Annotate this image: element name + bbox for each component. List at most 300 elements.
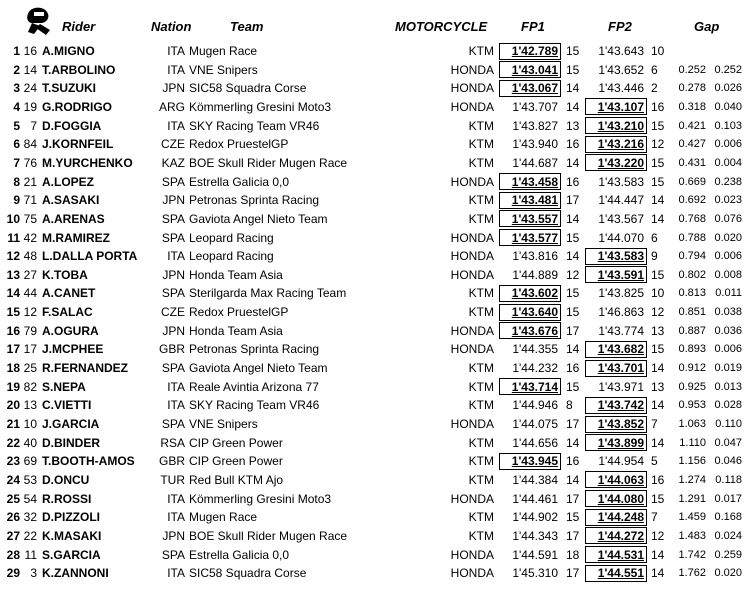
fp2-time: 1'43.643 [598, 44, 644, 58]
rider-position: 15 [6, 305, 20, 320]
rider-name: M.YURCHENKO [42, 155, 133, 170]
gap-to-first: 0.278 [678, 82, 706, 95]
rider-name: K.MASAKI [42, 528, 102, 543]
rider-name: D.BINDER [42, 435, 101, 450]
rider-nation: ITA [167, 62, 185, 77]
fp2-time: 1'44.070 [598, 230, 644, 245]
fp1-time: 1'43.827 [512, 118, 558, 133]
rider-motorcycle: KTM [468, 211, 494, 226]
rider-team: Mugen Race [189, 44, 258, 58]
rider-team: Leopard Racing [189, 230, 274, 245]
rider-motorcycle: HONDA [450, 491, 494, 506]
fp1-time: 1'44.687 [512, 155, 558, 170]
fp1-time: 1'43.557 [511, 211, 558, 226]
fp2-laps: 16 [651, 99, 665, 114]
rider-name: K.ZANNONI [42, 566, 109, 581]
fp2-time: 1'44.551 [597, 566, 644, 581]
gap-to-first: 0.953 [678, 399, 706, 412]
rider-motorcycle: KTM [468, 510, 494, 525]
gap-to-previous: 0.023 [714, 194, 742, 207]
rider-nation: ITA [167, 566, 185, 581]
fp2-laps: 14 [651, 361, 665, 376]
rider-team: Honda Team Asia [189, 323, 283, 338]
rider-name: J.MCPHEE [42, 342, 104, 357]
rider-team: SIC58 Squadra Corse [189, 566, 307, 581]
fp2-laps: 15 [651, 174, 665, 189]
fp2-time: 1'44.248 [597, 510, 644, 525]
rider-motorcycle: HONDA [450, 267, 494, 282]
rider-team: VNE Snipers [189, 62, 258, 77]
rider-number: 79 [23, 323, 37, 338]
gap-to-previous: 0.036 [714, 324, 742, 337]
fp1-time: 1'44.075 [512, 417, 558, 431]
fp1-laps: 15 [566, 62, 580, 77]
fp2-time: 1'43.971 [598, 379, 644, 394]
rider-team: SKY Racing Team VR46 [189, 398, 320, 413]
fp2-laps: 9 [651, 249, 658, 264]
rider-name: F.SALAC [42, 305, 93, 320]
rider-number: 44 [23, 286, 37, 301]
fp2-laps: 7 [651, 417, 658, 431]
fp1-laps: 17 [566, 528, 580, 543]
rider-team: SKY Racing Team VR46 [189, 118, 320, 133]
rider-position: 21 [6, 417, 20, 431]
rider-nation: ITA [167, 491, 185, 506]
fp2-time: 1'43.591 [597, 267, 644, 282]
col-nation: Nation [151, 19, 192, 34]
rider-position: 22 [6, 435, 20, 450]
rider-team: BOE Skull Rider Mugen Race [189, 155, 348, 170]
rider-nation: SPA [161, 174, 185, 189]
rider-motorcycle: HONDA [450, 81, 494, 96]
fp2-laps: 12 [651, 305, 665, 320]
rider-number: 25 [23, 361, 37, 376]
fp2-time: 1'43.107 [597, 99, 644, 114]
rider-team: Mugen Race [189, 510, 258, 525]
fp2-laps: 6 [651, 62, 658, 77]
rider-position: 29 [6, 566, 20, 581]
rider-name: R.FERNANDEZ [42, 361, 128, 376]
fp2-time: 1'43.899 [597, 435, 644, 450]
fp2-time: 1'46.863 [598, 305, 644, 320]
rider-motorcycle: KTM [468, 118, 494, 133]
fp1-time: 1'44.461 [512, 491, 558, 506]
rider-nation: TUR [160, 472, 185, 487]
rider-name: L.DALLA PORTA [42, 249, 138, 264]
fp1-time: 1'43.640 [511, 305, 558, 320]
fp1-laps: 15 [566, 379, 580, 394]
fp1-laps: 14 [566, 342, 580, 357]
rider-nation: RSA [160, 435, 185, 450]
table-row [0, 42, 745, 61]
fp2-time: 1'43.583 [597, 249, 644, 264]
col-rider: Rider [62, 19, 96, 34]
fp2-laps: 14 [651, 211, 665, 226]
rider-motorcycle: KTM [468, 137, 494, 152]
gap-to-previous: 0.020 [714, 567, 742, 580]
fp2-time: 1'43.220 [597, 155, 644, 170]
fp2-laps: 15 [651, 155, 665, 170]
rider-number: 40 [23, 435, 37, 450]
rider-team: Kömmerling Gresini Moto3 [189, 99, 332, 114]
fp1-laps: 14 [566, 211, 580, 226]
gap-to-previous: 0.047 [714, 436, 742, 449]
fp1-time: 1'44.232 [512, 361, 558, 376]
fp1-laps: 17 [566, 193, 580, 208]
col-gap: Gap [694, 19, 720, 34]
fp2-laps: 16 [651, 472, 665, 487]
rider-nation: KAZ [161, 155, 185, 170]
rider-motorcycle: KTM [468, 305, 494, 320]
gap-to-first: 0.912 [678, 362, 706, 375]
gap-to-previous: 0.024 [714, 529, 742, 542]
rider-name: D.ONCU [42, 472, 90, 487]
table-row [0, 191, 745, 210]
table-row [0, 359, 745, 378]
fp1-laps: 16 [566, 174, 580, 189]
fp1-laps: 15 [566, 286, 580, 301]
table-row [0, 322, 745, 341]
fp2-laps: 10 [651, 44, 665, 58]
fp2-time: 1'43.682 [597, 342, 644, 357]
rider-name: J.GARCIA [42, 417, 100, 431]
rider-number: 54 [23, 491, 37, 506]
table-row [0, 117, 745, 136]
fp1-time: 1'43.707 [512, 99, 558, 114]
fp2-time: 1'43.742 [597, 398, 644, 413]
fp2-time: 1'43.446 [598, 81, 644, 96]
gap-to-first: 0.318 [678, 100, 706, 113]
fp2-time: 1'43.852 [597, 417, 644, 431]
rider-team: BOE Skull Rider Mugen Race [189, 528, 348, 543]
rider-team: CIP Green Power [189, 435, 283, 450]
rider-name: D.PIZZOLI [42, 510, 100, 525]
table-row [0, 434, 745, 453]
gap-to-previous: 0.011 [715, 287, 742, 300]
rider-number: 3 [30, 566, 37, 581]
rider-nation: JPN [162, 528, 185, 543]
rider-position: 12 [6, 249, 20, 264]
rider-name: D.FOGGIA [42, 118, 102, 133]
fp2-time: 1'43.701 [597, 361, 644, 376]
fp2-laps: 14 [651, 193, 665, 208]
rider-position: 7 [13, 155, 20, 170]
table-header [0, 0, 745, 40]
gap-to-first: 0.692 [678, 194, 706, 207]
fp1-laps: 16 [566, 454, 580, 469]
gap-to-previous: 0.118 [715, 473, 742, 486]
gap-to-first: 0.788 [678, 231, 706, 244]
fp1-time: 1'44.902 [512, 510, 558, 525]
table-row [0, 229, 745, 248]
fp1-laps: 18 [566, 547, 580, 562]
rider-motorcycle: HONDA [450, 62, 494, 77]
gap-to-previous: 0.004 [714, 156, 742, 169]
fp1-time: 1'44.946 [512, 398, 558, 413]
gap-to-first: 1.459 [678, 511, 706, 524]
gap-to-previous: 0.020 [714, 231, 742, 244]
rider-number: 21 [23, 174, 37, 189]
rider-team: Honda Team Asia [189, 267, 283, 282]
rider-name: A.ARENAS [42, 211, 105, 226]
gap-to-previous: 0.019 [714, 362, 742, 375]
fp1-time: 1'45.310 [512, 566, 558, 581]
table-row [0, 210, 745, 229]
gap-to-previous: 0.008 [714, 268, 742, 281]
fp2-laps: 5 [651, 454, 658, 469]
fp2-time: 1'44.954 [598, 454, 644, 469]
rider-team: Reale Avintia Arizona 77 [189, 379, 319, 394]
rider-nation: CZE [161, 137, 185, 152]
rider-name: J.KORNFEIL [42, 137, 114, 152]
table-row [0, 452, 745, 471]
gap-to-first: 1.483 [678, 529, 706, 542]
rider-nation: SPA [161, 547, 185, 562]
gap-to-first: 1.110 [679, 436, 706, 449]
rider-number: 84 [23, 137, 37, 152]
rider-number: 22 [23, 528, 37, 543]
rider-nation: JPN [162, 323, 185, 338]
fp1-laps: 13 [566, 118, 580, 133]
table-row [0, 266, 745, 285]
rider-motorcycle: KTM [468, 44, 494, 58]
gap-to-first: 1.063 [678, 418, 706, 430]
table-row [0, 378, 745, 397]
rider-nation: ARG [159, 99, 186, 114]
rider-motorcycle: HONDA [450, 323, 494, 338]
fp2-time: 1'43.567 [598, 211, 644, 226]
rider-name: T.ARBOLINO [42, 62, 116, 77]
fp2-time: 1'44.080 [597, 491, 644, 506]
fp2-time: 1'44.272 [597, 528, 644, 543]
rider-number: 10 [23, 417, 37, 431]
fp2-time: 1'43.216 [597, 137, 644, 152]
rider-position: 27 [6, 528, 20, 543]
gap-to-previous: 0.006 [714, 343, 742, 356]
rider-nation: GBR [159, 454, 186, 469]
fp1-laps: 14 [566, 249, 580, 264]
table-row [0, 415, 745, 434]
rider-team: Petronas Sprinta Racing [189, 342, 320, 357]
fp1-laps: 12 [566, 267, 580, 282]
gap-to-previous: 0.013 [714, 380, 742, 393]
col-fp1: FP1 [521, 19, 545, 34]
fp1-time: 1'43.041 [511, 62, 558, 77]
fp1-time: 1'43.481 [511, 193, 558, 208]
rider-name: A.CANET [42, 286, 96, 301]
rider-number: 19 [23, 99, 37, 114]
fp1-laps: 14 [566, 155, 580, 170]
fp2-laps: 15 [651, 491, 665, 506]
gap-to-first: 0.851 [678, 306, 706, 319]
fp1-time: 1'44.591 [512, 547, 558, 562]
rider-number: 14 [23, 62, 37, 77]
rider-team: Red Bull KTM Ajo [189, 472, 284, 487]
fp1-time: 1'44.355 [512, 342, 558, 357]
rider-team: Estrella Galicia 0,0 [189, 174, 290, 189]
rider-motorcycle: KTM [468, 472, 494, 487]
rider-name: S.NEPA [42, 379, 86, 394]
fp2-laps: 6 [651, 230, 658, 245]
fp2-time: 1'43.825 [598, 286, 644, 301]
fp2-laps: 14 [651, 547, 665, 562]
fp2-laps: 15 [651, 267, 665, 282]
gap-to-previous: 0.006 [714, 138, 742, 151]
table-row [0, 546, 745, 565]
fp2-laps: 13 [651, 323, 665, 338]
rider-position: 19 [6, 379, 20, 394]
rider-nation: SPA [161, 417, 185, 431]
rider-team: Kömmerling Gresini Moto3 [189, 491, 332, 506]
table-row [0, 564, 745, 583]
rider-position: 10 [6, 211, 20, 226]
rider-name: T.SUZUKI [42, 81, 96, 96]
rider-motorcycle: HONDA [450, 566, 494, 581]
rider-number: 42 [23, 230, 37, 245]
rider-position: 4 [13, 99, 20, 114]
fp2-laps: 14 [651, 566, 665, 581]
rider-motorcycle: KTM [468, 379, 494, 394]
gap-to-first: 0.893 [678, 343, 706, 356]
fp1-time: 1'43.067 [511, 81, 558, 96]
rider-position: 5 [13, 118, 20, 133]
rider-motorcycle: HONDA [450, 174, 494, 189]
gap-to-first: 1.762 [678, 567, 706, 580]
rider-team: Redox PruestelGP [189, 137, 289, 152]
rider-nation: ITA [167, 118, 185, 133]
col-fp2: FP2 [608, 19, 632, 34]
fp2-laps: 2 [651, 81, 658, 96]
rider-nation: JPN [162, 81, 185, 96]
rider-position: 1 [13, 44, 20, 58]
rider-number: 71 [23, 193, 37, 208]
fp2-laps: 7 [651, 510, 658, 525]
rider-team: CIP Green Power [189, 454, 283, 469]
fp1-laps: 15 [566, 510, 580, 525]
rider-nation: GBR [159, 342, 186, 357]
rider-nation: SPA [161, 230, 185, 245]
fp2-laps: 10 [651, 286, 665, 301]
rider-position: 23 [6, 454, 20, 469]
fp1-time: 1'43.945 [511, 454, 558, 469]
gap-to-previous: 0.006 [714, 250, 742, 263]
rider-nation: JPN [162, 267, 185, 282]
fp2-laps: 13 [651, 379, 665, 394]
fp1-time: 1'43.816 [512, 249, 558, 264]
rider-team: Gaviota Angel Nieto Team [189, 211, 328, 226]
rider-position: 17 [6, 342, 20, 357]
rider-helmet-icon [20, 4, 54, 36]
rider-number: 75 [23, 211, 37, 226]
rider-name: R.ROSSI [42, 491, 92, 506]
rider-team: Leopard Racing [189, 249, 274, 264]
rider-number: 32 [23, 510, 37, 525]
col-team: Team [230, 19, 264, 34]
table-row [0, 284, 745, 303]
fp2-laps: 15 [651, 118, 665, 133]
fp1-laps: 14 [566, 81, 580, 96]
table-row [0, 247, 745, 266]
rider-position: 16 [6, 323, 20, 338]
gap-to-first: 1.274 [678, 473, 706, 486]
rider-team: Petronas Sprinta Racing [189, 193, 320, 208]
gap-to-first: 0.794 [678, 250, 706, 263]
rider-team: Estrella Galicia 0,0 [189, 547, 290, 562]
rider-name: G.RODRIGO [42, 99, 113, 114]
gap-to-first: 0.768 [678, 212, 706, 225]
rider-motorcycle: HONDA [450, 230, 494, 245]
rider-number: 53 [23, 472, 37, 487]
fp1-laps: 17 [566, 417, 580, 431]
rider-number: 82 [23, 379, 37, 394]
fp2-laps: 14 [651, 435, 665, 450]
fp1-time: 1'44.384 [512, 472, 558, 487]
fp2-time: 1'43.583 [598, 174, 644, 189]
rider-number: 69 [23, 454, 37, 469]
gap-to-first: 0.802 [678, 268, 706, 281]
rider-name: C.VIETTI [42, 398, 92, 413]
rider-position: 28 [6, 547, 20, 562]
rider-number: 17 [23, 342, 37, 357]
rider-motorcycle: KTM [468, 155, 494, 170]
rider-motorcycle: KTM [468, 193, 494, 208]
table-row [0, 98, 745, 117]
rider-team: Gaviota Angel Nieto Team [189, 361, 328, 376]
fp1-laps: 8 [566, 398, 573, 413]
gap-to-first: 0.427 [678, 138, 706, 151]
rider-position: 25 [6, 491, 20, 506]
rider-name: A.LOPEZ [42, 174, 95, 189]
col-motorcycle: MOTORCYCLE [395, 19, 488, 34]
gap-to-first: 0.252 [678, 63, 706, 76]
table-row [0, 340, 745, 359]
rider-position: 13 [6, 267, 20, 282]
rider-position: 24 [6, 472, 20, 487]
rider-number: 12 [23, 305, 37, 320]
fp2-time: 1'43.652 [598, 62, 644, 77]
gap-to-first: 0.925 [678, 380, 706, 393]
fp2-laps: 12 [651, 137, 665, 152]
rider-motorcycle: KTM [468, 286, 494, 301]
fp1-laps: 16 [566, 137, 580, 152]
gap-to-previous: 0.046 [714, 455, 742, 468]
fp1-laps: 15 [566, 305, 580, 320]
fp2-laps: 14 [651, 398, 665, 413]
fp1-laps: 17 [566, 323, 580, 338]
table-row [0, 471, 745, 490]
fp1-time: 1'42.789 [511, 44, 558, 58]
fp1-time: 1'44.656 [512, 435, 558, 450]
rider-position: 11 [7, 230, 20, 245]
table-row [0, 79, 745, 98]
rider-motorcycle: KTM [468, 361, 494, 376]
fp1-laps: 17 [566, 566, 580, 581]
gap-to-first: 1.742 [678, 548, 706, 561]
rider-name: A.OGURA [42, 323, 99, 338]
gap-to-previous: 0.103 [714, 119, 742, 132]
rider-name: A.SASAKI [42, 193, 100, 208]
fp1-time: 1'43.602 [511, 286, 558, 301]
fp1-time: 1'44.889 [512, 267, 558, 282]
rider-name: M.RAMIREZ [42, 230, 110, 245]
rider-number: 13 [23, 398, 37, 413]
fp2-laps: 15 [651, 342, 665, 357]
rider-motorcycle: HONDA [450, 547, 494, 562]
table-row [0, 396, 745, 415]
rider-position: 9 [13, 193, 20, 208]
fp1-laps: 14 [566, 435, 580, 450]
fp1-laps: 14 [566, 472, 580, 487]
